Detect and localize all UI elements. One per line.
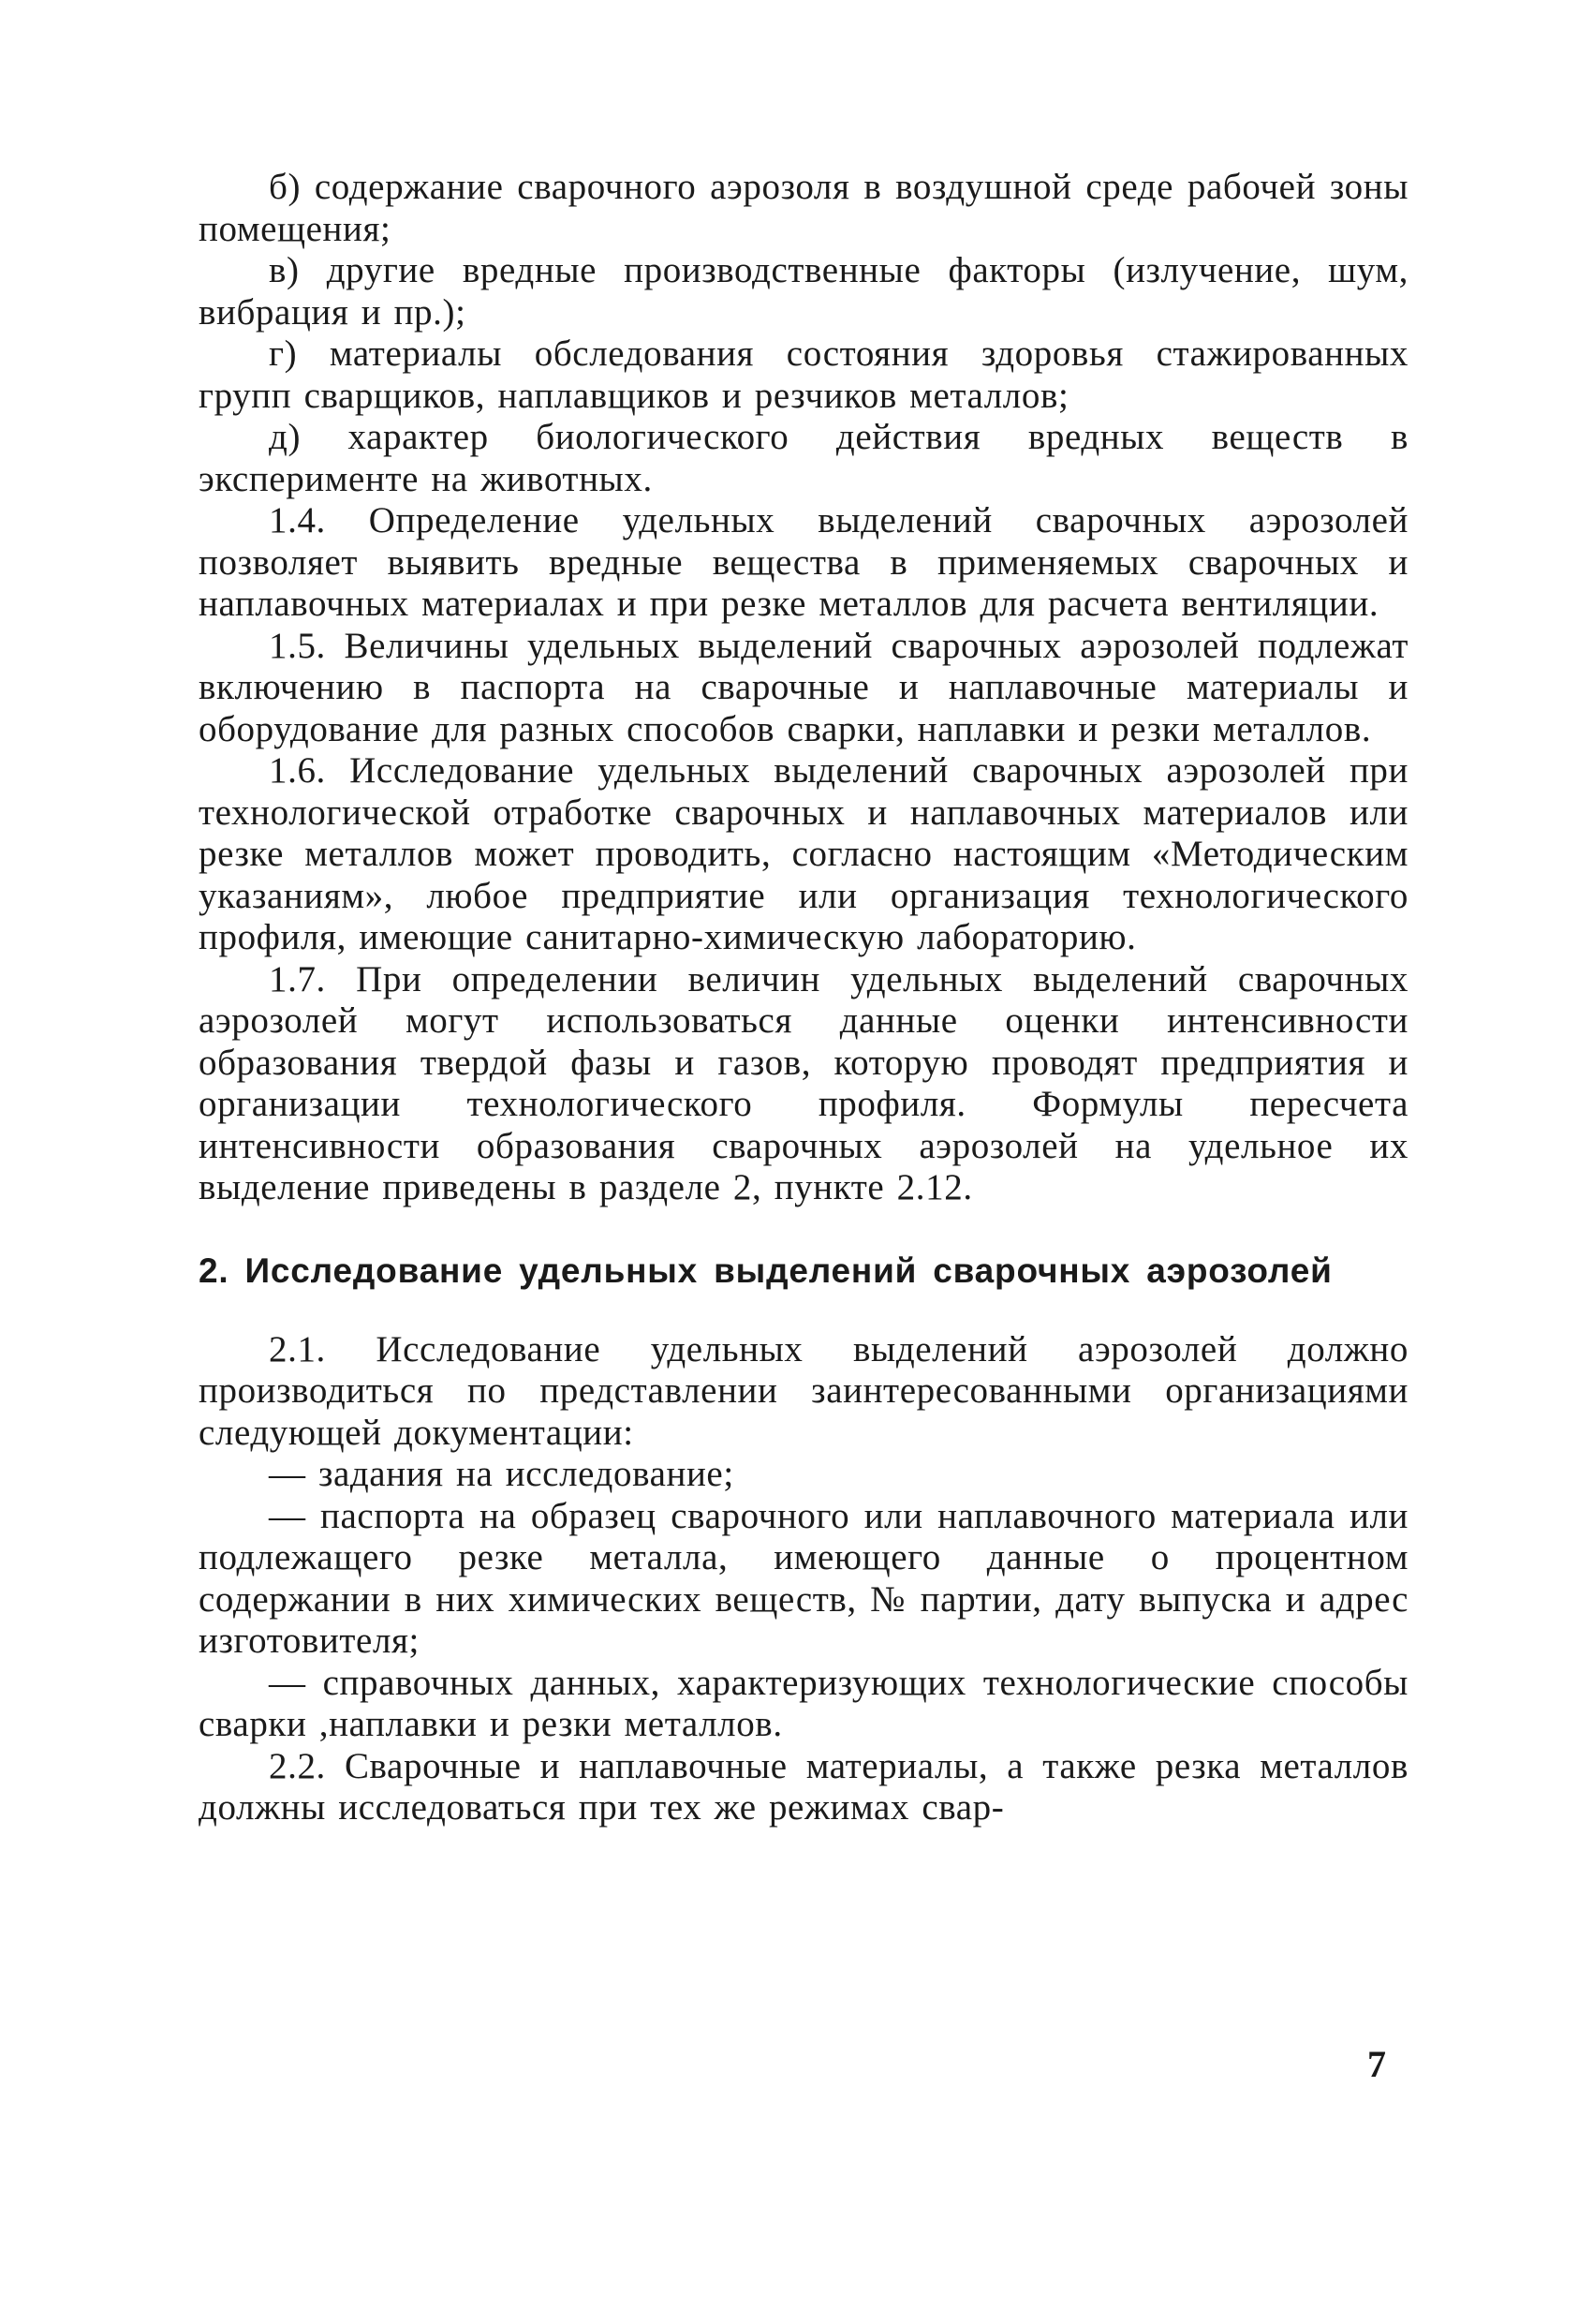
page-number: 7 (1367, 2043, 1386, 2085)
paragraph-d: д) характер биологического действия вредных веществ в эксперименте на животных. (199, 417, 1409, 499)
paragraph-1-7: 1.7. При определении величин удельных выделений сварочных аэрозолей могут использоваться данные оценки интенсивности образования твердой фазы и газов, которую проводят предприятия и организации технологического профиля. Формулы пересчета интенсивности образования сварочных аэрозолей на удельное их выделение приведены в разделе 2, пункте 2.12. (199, 958, 1409, 1207)
list-item-task: — задания на исследование; (269, 1454, 734, 1494)
paragraph-v: в) другие вредные производственные факторы (излучение, шум, вибрация и пр.); (199, 250, 1409, 333)
list-item-reference-data: — справочных данных, характеризующих технологические способы сварки ,наплавки и резки металлов. (199, 1662, 1409, 1744)
list-item-passport: — паспорта на образец сварочного или наплавочного материала или подлежащего резке металла, имеющего данные о процентном содержании в них химических веществ, № партии, дату выпуска и адрес изготовителя; (199, 1495, 1409, 1661)
paragraph-2-2: 2.2. Сварочные и наплавочные материалы, а также резка металлов должны исследоваться при тех же режимах свар- (199, 1745, 1409, 1828)
document-page (199, 167, 1409, 1829)
paragraph-g: г) материалы обследования состояния здоровья стажированных групп сварщиков, наплавщиков и резчиков металлов; (199, 333, 1409, 416)
paragraph-1-4: 1.4. Определение удельных выделений сварочных аэрозолей позволяет выявить вредные вещества в применяемых сварочных и наплавочных материалах и при резке металлов для расчета вентиляции. (199, 500, 1409, 624)
paragraph-1-5: 1.5. Величины удельных выделений сварочных аэрозолей подлежат включению в паспорта на сварочные и наплавочные материалы и оборудование для разных способов сварки, наплавки и резки металлов. (199, 625, 1409, 749)
section-heading: 2. Исследование удельных выделений сварочных аэрозолей (199, 1251, 1333, 1290)
paragraph-2-1: 2.1. Исследование удельных выделений аэрозолей должно производиться по представлении заинтересованными организациями следующей документации: (199, 1328, 1409, 1453)
paragraph-b: б) содержание сварочного аэрозоля в воздушной среде рабочей зоны помещения; (199, 167, 1409, 249)
paragraph-1-6: 1.6. Исследование удельных выделений сварочных аэрозолей при технологической отработке сварочных и наплавочных материалов или резке металлов может проводить, согласно настоящим «Методическим указаниям», любое предприятие или организация технологического профиля, имеющие санитарно-химическую лабораторию. (199, 750, 1409, 957)
